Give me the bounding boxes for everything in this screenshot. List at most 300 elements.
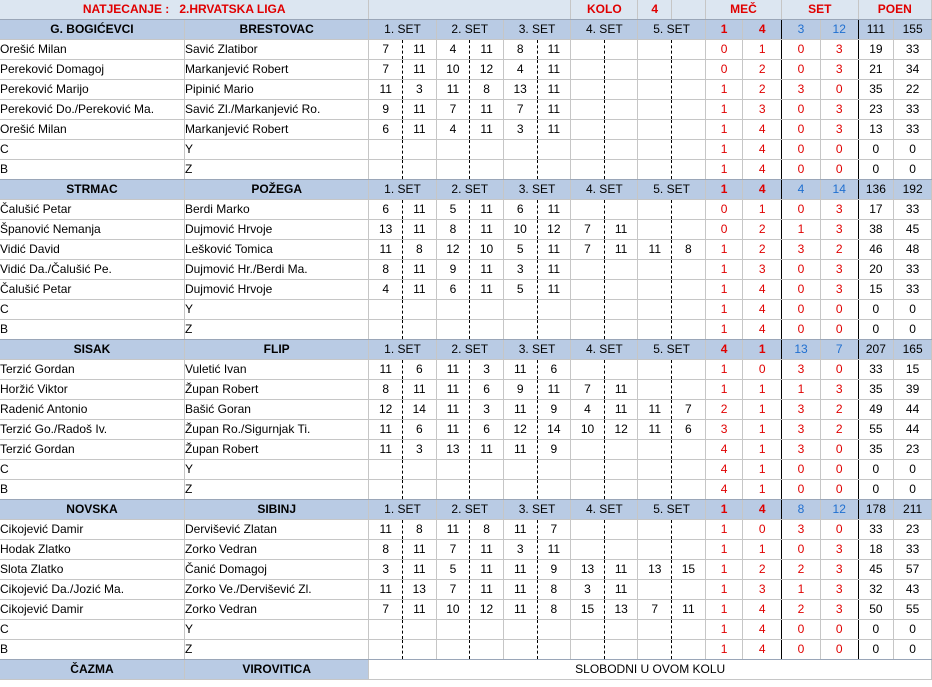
set-score: 6 xyxy=(537,360,571,380)
game-points-home: 32 xyxy=(858,580,894,600)
set-score xyxy=(604,480,638,500)
set-score: 13 xyxy=(604,600,638,620)
game-sets-home: 3 xyxy=(782,360,821,380)
set-score xyxy=(672,580,706,600)
running-match-away: 1 xyxy=(743,460,782,480)
set-score: 3 xyxy=(503,120,537,140)
game-points-home: 13 xyxy=(858,120,894,140)
game-sets-home: 0 xyxy=(782,260,821,280)
game-points-home: 0 xyxy=(858,480,894,500)
home-player: Terzić Go./Radoš Iv. xyxy=(0,420,184,440)
game-points-home: 50 xyxy=(858,600,894,620)
set-score: 13 xyxy=(369,220,403,240)
set-score xyxy=(638,200,672,220)
home-player: Hodak Zlatko xyxy=(0,540,184,560)
set-score: 8 xyxy=(369,540,403,560)
set-score: 11 xyxy=(503,600,537,620)
match-score-home: 1 xyxy=(705,180,743,200)
set-header-3: 3. SET xyxy=(503,340,570,360)
set-score: 11 xyxy=(470,580,504,600)
home-player: Cikojević Damir xyxy=(0,520,184,540)
set-score: 14 xyxy=(537,420,571,440)
set-score xyxy=(503,480,537,500)
running-match-away: 4 xyxy=(743,280,782,300)
home-player: C xyxy=(0,460,184,480)
set-score: 11 xyxy=(604,380,638,400)
set-score xyxy=(436,140,470,160)
set-score xyxy=(369,620,403,640)
game-sets-away: 3 xyxy=(820,600,858,620)
set-score xyxy=(571,460,605,480)
away-player: Dujmović Hrvoje xyxy=(184,280,368,300)
set-score xyxy=(672,640,706,660)
game-row xyxy=(0,600,932,620)
bye-home-team: ČAZMA xyxy=(0,660,184,680)
game-sets-home: 3 xyxy=(782,400,821,420)
set-score xyxy=(638,380,672,400)
set-score xyxy=(638,40,672,60)
game-sets-home: 0 xyxy=(782,120,821,140)
set-score: 11 xyxy=(537,240,571,260)
game-sets-away: 3 xyxy=(820,200,858,220)
set-score xyxy=(638,220,672,240)
set-score xyxy=(604,280,638,300)
away-team: FLIP xyxy=(184,340,368,360)
set-score: 11 xyxy=(436,80,470,100)
set-score xyxy=(672,80,706,100)
competition-label: NATJECANJE : xyxy=(82,2,170,16)
set-score: 3 xyxy=(403,80,437,100)
bye-away-team: VIROVITICA xyxy=(184,660,368,680)
set-score: 7 xyxy=(503,100,537,120)
set-score xyxy=(604,300,638,320)
set-score: 11 xyxy=(436,360,470,380)
game-sets-home: 3 xyxy=(782,80,821,100)
set-score xyxy=(571,640,605,660)
set-score: 6 xyxy=(369,120,403,140)
running-match-home: 1 xyxy=(705,360,743,380)
set-score: 11 xyxy=(537,100,571,120)
points-away: 155 xyxy=(894,20,932,40)
set-score xyxy=(638,160,672,180)
game-points-away: 0 xyxy=(894,160,932,180)
set-score: 14 xyxy=(403,400,437,420)
away-player: Dervišević Zlatan xyxy=(184,520,368,540)
set-score xyxy=(638,320,672,340)
set-score: 11 xyxy=(470,260,504,280)
running-match-away: 4 xyxy=(743,160,782,180)
set-score xyxy=(672,540,706,560)
sets-home: 13 xyxy=(782,340,821,360)
game-points-away: 55 xyxy=(894,600,932,620)
away-player: Bašić Goran xyxy=(184,400,368,420)
set-score xyxy=(571,60,605,80)
game-sets-away: 0 xyxy=(820,360,858,380)
points-home: 178 xyxy=(858,500,894,520)
kolo-value: 4 xyxy=(638,0,672,20)
set-header-3: 3. SET xyxy=(503,180,570,200)
game-points-away: 0 xyxy=(894,640,932,660)
set-score xyxy=(470,140,504,160)
set-score: 11 xyxy=(470,200,504,220)
home-player: Čalušić Petar xyxy=(0,280,184,300)
game-points-away: 0 xyxy=(894,460,932,480)
game-sets-away: 0 xyxy=(820,160,858,180)
set-score xyxy=(503,320,537,340)
set-header-4: 4. SET xyxy=(571,500,638,520)
home-player: Španović Nemanja xyxy=(0,220,184,240)
game-sets-home: 1 xyxy=(782,380,821,400)
game-sets-home: 1 xyxy=(782,220,821,240)
set-header-5: 5. SET xyxy=(638,180,705,200)
set-score: 4 xyxy=(436,40,470,60)
set-score xyxy=(537,320,571,340)
home-player: Orešić Milan xyxy=(0,120,184,140)
set-score xyxy=(571,620,605,640)
set-score xyxy=(436,620,470,640)
set-score xyxy=(470,160,504,180)
running-match-away: 0 xyxy=(743,520,782,540)
game-points-away: 57 xyxy=(894,560,932,580)
set-header-5: 5. SET xyxy=(638,340,705,360)
game-points-away: 33 xyxy=(894,540,932,560)
set-score xyxy=(503,140,537,160)
set-score: 7 xyxy=(638,600,672,620)
game-points-away: 23 xyxy=(894,440,932,460)
set-score xyxy=(369,640,403,660)
away-player: Markanjević Robert xyxy=(184,120,368,140)
set-score xyxy=(403,620,437,640)
set-score: 11 xyxy=(604,400,638,420)
set-score: 9 xyxy=(537,440,571,460)
set-score: 11 xyxy=(369,440,403,460)
set-score: 4 xyxy=(436,120,470,140)
away-team: POŽEGA xyxy=(184,180,368,200)
set-score: 6 xyxy=(369,200,403,220)
running-match-home: 1 xyxy=(705,640,743,660)
away-player: Pipinić Mario xyxy=(184,80,368,100)
running-match-home: 1 xyxy=(705,160,743,180)
away-player: Zorko Vedran xyxy=(184,540,368,560)
set-score: 11 xyxy=(604,240,638,260)
running-match-away: 0 xyxy=(743,360,782,380)
running-match-away: 1 xyxy=(743,200,782,220)
set-score xyxy=(604,540,638,560)
game-sets-away: 3 xyxy=(820,220,858,240)
set-score xyxy=(672,440,706,460)
set-score xyxy=(503,160,537,180)
bye-note: SLOBODNI U OVOM KOLU xyxy=(369,660,932,680)
running-match-away: 2 xyxy=(743,60,782,80)
running-match-home: 0 xyxy=(705,60,743,80)
running-match-home: 1 xyxy=(705,120,743,140)
game-points-home: 0 xyxy=(858,620,894,640)
set-score: 11 xyxy=(604,560,638,580)
game-points-home: 21 xyxy=(858,60,894,80)
set-score: 11 xyxy=(503,400,537,420)
set-score: 3 xyxy=(369,560,403,580)
running-match-home: 3 xyxy=(705,420,743,440)
set-score xyxy=(403,160,437,180)
set-score xyxy=(604,40,638,60)
game-points-home: 38 xyxy=(858,220,894,240)
set-score: 6 xyxy=(403,420,437,440)
set-score: 11 xyxy=(537,200,571,220)
set-score: 11 xyxy=(470,540,504,560)
game-sets-away: 2 xyxy=(820,240,858,260)
game-points-away: 33 xyxy=(894,280,932,300)
game-points-home: 35 xyxy=(858,380,894,400)
set-score: 10 xyxy=(503,220,537,240)
game-points-away: 33 xyxy=(894,100,932,120)
away-player: Y xyxy=(184,620,368,640)
set-score: 3 xyxy=(571,580,605,600)
game-points-home: 0 xyxy=(858,320,894,340)
set-score xyxy=(638,460,672,480)
game-points-away: 15 xyxy=(894,360,932,380)
set-score: 8 xyxy=(436,220,470,240)
game-row xyxy=(0,120,932,140)
game-sets-away: 3 xyxy=(820,260,858,280)
game-row xyxy=(0,260,932,280)
away-player: Lešković Tomica xyxy=(184,240,368,260)
sets-home: 3 xyxy=(782,20,821,40)
sets-home: 8 xyxy=(782,500,821,520)
league-name: 2.HRVATSKA LIGA xyxy=(179,2,286,16)
points-home: 207 xyxy=(858,340,894,360)
set-score xyxy=(571,300,605,320)
home-player: Vidić David xyxy=(0,240,184,260)
set-score xyxy=(604,120,638,140)
match-score-home: 4 xyxy=(705,340,743,360)
set-score: 11 xyxy=(537,40,571,60)
set-score xyxy=(470,640,504,660)
game-sets-away: 0 xyxy=(820,620,858,640)
set-score xyxy=(638,440,672,460)
away-player: Dujmović Hrvoje xyxy=(184,220,368,240)
game-row xyxy=(0,360,932,380)
set-score xyxy=(638,520,672,540)
game-row xyxy=(0,400,932,420)
set-score xyxy=(571,440,605,460)
running-match-home: 1 xyxy=(705,540,743,560)
running-match-away: 3 xyxy=(743,260,782,280)
game-points-away: 22 xyxy=(894,80,932,100)
home-player: B xyxy=(0,320,184,340)
away-player: Vuletić Ivan xyxy=(184,360,368,380)
set-score xyxy=(537,640,571,660)
home-player: Pereković Do./Pereković Ma. xyxy=(0,100,184,120)
running-match-away: 1 xyxy=(743,440,782,460)
game-row xyxy=(0,560,932,580)
set-score xyxy=(571,280,605,300)
running-match-away: 2 xyxy=(743,80,782,100)
sets-away: 12 xyxy=(820,20,858,40)
set-score: 5 xyxy=(436,200,470,220)
set-score xyxy=(571,480,605,500)
set-score xyxy=(638,580,672,600)
set-score: 4 xyxy=(503,60,537,80)
game-points-away: 43 xyxy=(894,580,932,600)
set-score xyxy=(436,320,470,340)
game-points-away: 44 xyxy=(894,400,932,420)
running-match-away: 2 xyxy=(743,240,782,260)
game-sets-home: 0 xyxy=(782,160,821,180)
set-score xyxy=(470,480,504,500)
set-score: 3 xyxy=(503,260,537,280)
game-sets-home: 0 xyxy=(782,320,821,340)
set-score xyxy=(672,60,706,80)
set-score: 8 xyxy=(470,520,504,540)
set-score xyxy=(604,620,638,640)
set-score xyxy=(638,360,672,380)
game-sets-home: 0 xyxy=(782,140,821,160)
set-score xyxy=(503,300,537,320)
running-match-home: 0 xyxy=(705,40,743,60)
set-score: 10 xyxy=(571,420,605,440)
set-score: 11 xyxy=(503,360,537,380)
running-match-away: 2 xyxy=(743,560,782,580)
set-score xyxy=(571,40,605,60)
set-score xyxy=(571,200,605,220)
running-match-away: 4 xyxy=(743,600,782,620)
set-score: 9 xyxy=(369,100,403,120)
game-row xyxy=(0,160,932,180)
home-team: G. BOGIĆEVCI xyxy=(0,20,184,40)
set-score xyxy=(571,540,605,560)
set-score: 11 xyxy=(369,420,403,440)
running-match-away: 1 xyxy=(743,380,782,400)
set-score xyxy=(672,360,706,380)
set-header-2: 2. SET xyxy=(436,500,503,520)
game-points-home: 45 xyxy=(858,560,894,580)
game-sets-away: 3 xyxy=(820,540,858,560)
set-score xyxy=(672,620,706,640)
set-score xyxy=(638,80,672,100)
running-match-away: 1 xyxy=(743,480,782,500)
game-points-home: 0 xyxy=(858,640,894,660)
set-header-2: 2. SET xyxy=(436,340,503,360)
running-match-home: 1 xyxy=(705,620,743,640)
away-player: Y xyxy=(184,460,368,480)
game-sets-home: 0 xyxy=(782,640,821,660)
set-score: 11 xyxy=(436,420,470,440)
game-points-away: 44 xyxy=(894,420,932,440)
match-score-away: 4 xyxy=(743,500,782,520)
set-score xyxy=(672,220,706,240)
set-score xyxy=(503,620,537,640)
set-header-5: 5. SET xyxy=(638,20,705,40)
set-score: 11 xyxy=(470,280,504,300)
game-sets-home: 0 xyxy=(782,620,821,640)
game-points-home: 46 xyxy=(858,240,894,260)
set-score xyxy=(436,460,470,480)
away-player: Zorko Ve./Dervišević Zl. xyxy=(184,580,368,600)
running-match-home: 1 xyxy=(705,240,743,260)
set-score xyxy=(604,320,638,340)
set-score: 11 xyxy=(369,580,403,600)
set-score xyxy=(436,160,470,180)
competition-header-row xyxy=(0,0,932,20)
set-score xyxy=(503,640,537,660)
set-score: 8 xyxy=(672,240,706,260)
set-score: 11 xyxy=(638,420,672,440)
set-score xyxy=(638,100,672,120)
game-points-away: 0 xyxy=(894,620,932,640)
set-score xyxy=(604,260,638,280)
game-sets-home: 0 xyxy=(782,100,821,120)
set-score: 11 xyxy=(604,220,638,240)
set-score xyxy=(638,480,672,500)
running-match-away: 1 xyxy=(743,420,782,440)
game-sets-away: 0 xyxy=(820,80,858,100)
set-score xyxy=(604,360,638,380)
set-score: 8 xyxy=(403,240,437,260)
set-score: 12 xyxy=(604,420,638,440)
game-points-away: 39 xyxy=(894,380,932,400)
set-header-2: 2. SET xyxy=(436,20,503,40)
set-header-5: 5. SET xyxy=(638,500,705,520)
set-score xyxy=(403,460,437,480)
away-player: Zorko Vedran xyxy=(184,600,368,620)
home-player: Čalušić Petar xyxy=(0,200,184,220)
points-home: 136 xyxy=(858,180,894,200)
set-score: 11 xyxy=(436,400,470,420)
set-score xyxy=(672,120,706,140)
bye-row xyxy=(0,660,932,680)
set-score: 11 xyxy=(503,520,537,540)
set-score: 12 xyxy=(470,60,504,80)
game-sets-home: 1 xyxy=(782,580,821,600)
set-score: 6 xyxy=(503,200,537,220)
set-score: 13 xyxy=(436,440,470,460)
set-score: 13 xyxy=(403,580,437,600)
home-player: Cikojević Da./Jozić Ma. xyxy=(0,580,184,600)
set-score: 11 xyxy=(369,360,403,380)
set-score xyxy=(436,480,470,500)
set-score xyxy=(537,160,571,180)
game-points-home: 19 xyxy=(858,40,894,60)
set-score xyxy=(604,140,638,160)
set-score: 11 xyxy=(403,560,437,580)
set-score xyxy=(638,300,672,320)
set-score: 11 xyxy=(638,240,672,260)
running-match-away: 4 xyxy=(743,300,782,320)
set-header-3: 3. SET xyxy=(503,20,570,40)
set-score: 11 xyxy=(470,560,504,580)
game-sets-home: 3 xyxy=(782,440,821,460)
game-points-away: 0 xyxy=(894,320,932,340)
game-points-away: 0 xyxy=(894,300,932,320)
set-score: 11 xyxy=(403,60,437,80)
set-header-4: 4. SET xyxy=(571,20,638,40)
game-points-home: 18 xyxy=(858,540,894,560)
game-points-home: 0 xyxy=(858,160,894,180)
game-sets-home: 0 xyxy=(782,300,821,320)
set-score: 11 xyxy=(638,400,672,420)
game-points-home: 0 xyxy=(858,460,894,480)
game-row xyxy=(0,140,932,160)
match-header-row xyxy=(0,20,932,40)
set-score xyxy=(571,80,605,100)
set-score: 3 xyxy=(470,360,504,380)
game-sets-away: 0 xyxy=(820,300,858,320)
away-player: Berdi Marko xyxy=(184,200,368,220)
game-sets-home: 0 xyxy=(782,540,821,560)
running-match-home: 2 xyxy=(705,400,743,420)
set-score: 11 xyxy=(604,580,638,600)
match-score-away: 1 xyxy=(743,340,782,360)
